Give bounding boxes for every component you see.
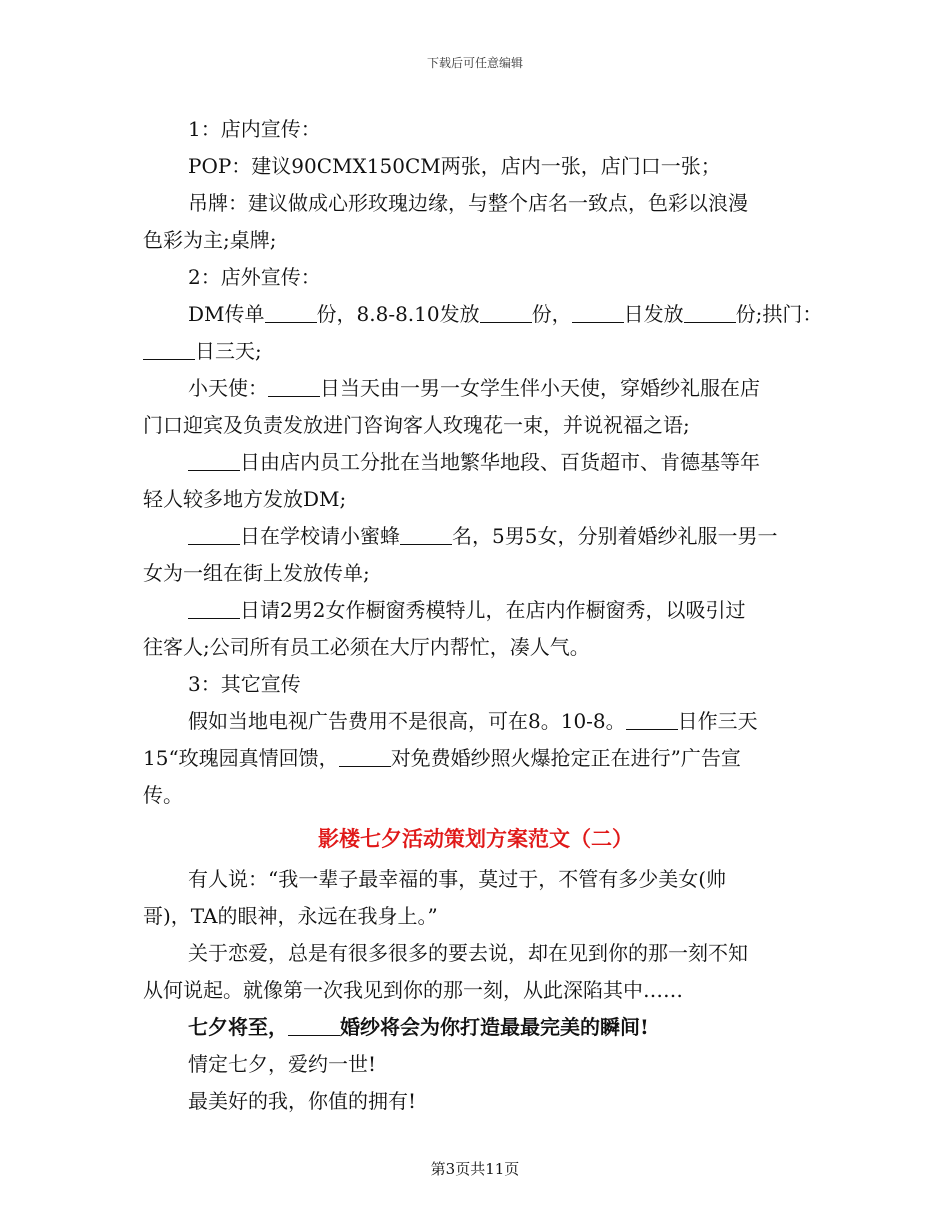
text-segment: 传。	[143, 783, 183, 807]
paragraph-line	[143, 666, 808, 703]
text-segment: 日发放	[623, 302, 684, 326]
text-segment: POP：建议90CMX150CM两张，店内一张，店门口一张；	[188, 154, 721, 178]
text-segment: 对免费婚纱照火爆抢定正在进行”广告宣	[390, 746, 741, 770]
text-segment: 名，5男5女，分别着婚纱礼服一男一	[452, 524, 778, 548]
text-segment: 小天使：	[188, 376, 268, 400]
paragraph-line	[143, 296, 823, 333]
text-segment: 七夕将至，	[188, 1015, 288, 1039]
paragraph-line	[143, 518, 808, 555]
text-segment: 份，	[531, 302, 572, 326]
text-segment: 3：其它宣传	[188, 672, 301, 696]
text-segment: 日在学校请小蜜蜂	[240, 524, 400, 548]
text-segment: 吊牌：建议做成心形玫瑰边缘，与整个店名一致点，色彩以浪漫	[188, 191, 748, 215]
paragraph-line	[143, 370, 808, 407]
text-segment: 假如当地电视广告费用不是很高，可在8。10-8。	[188, 709, 626, 733]
paragraph-line	[143, 740, 808, 777]
fill-in-blank	[188, 524, 240, 545]
paragraph-line	[143, 777, 808, 814]
text-segment: 份;拱门：	[735, 302, 823, 326]
paragraph-line	[143, 185, 808, 222]
text-segment: 日三天;	[195, 339, 262, 363]
section-title	[143, 819, 808, 859]
paragraph-line	[143, 333, 808, 370]
paragraph-line	[143, 148, 808, 185]
text-segment: 色彩为主;桌牌;	[143, 228, 277, 252]
document-body	[143, 111, 823, 1120]
paragraph-line	[143, 972, 808, 1009]
fill-in-blank	[626, 709, 678, 730]
page-header: 下载后可任意编辑	[426, 56, 523, 70]
fill-in-blank	[480, 302, 532, 323]
paragraph-line	[143, 111, 808, 148]
paragraph-line	[143, 555, 808, 592]
text-segment: 哥)，TA的眼神，永远在我身上。”	[143, 904, 438, 928]
text-segment: 15“玫瑰园真情回馈，	[143, 746, 339, 770]
paragraph-line	[143, 259, 808, 296]
fill-in-blank	[400, 524, 452, 545]
fill-in-blank	[188, 450, 240, 471]
text-segment: 情定七夕，爱约一世!	[188, 1052, 377, 1076]
text-segment: 最美好的我，你值的拥有!	[188, 1089, 417, 1113]
text-segment: 日作三天	[677, 709, 758, 733]
paragraph-line	[143, 703, 808, 740]
text-segment: 日请2男2女作橱窗秀模特儿，在店内作橱窗秀，以吸引过	[240, 598, 746, 622]
fill-in-blank	[288, 1015, 340, 1036]
paragraph-line	[143, 1083, 808, 1120]
text-segment: 往客人;公司所有员工必须在大厅内帮忙，凑人气。	[143, 635, 590, 659]
text-segment: 2：店外宣传：	[188, 265, 321, 289]
text-segment: 日由店内员工分批在当地繁华地段、百货超市、肯德基等年	[240, 450, 760, 474]
text-segment: 女为一组在街上发放传单;	[143, 561, 370, 585]
paragraph-line	[143, 1009, 808, 1046]
text-segment: 影楼七夕活动策划方案范文（二）	[318, 826, 633, 851]
text-segment: 有人说：“我一辈子最幸福的事，莫过于，不管有多少美女(帅	[188, 867, 727, 891]
paragraph-line	[143, 592, 808, 629]
fill-in-blank	[143, 339, 195, 360]
paragraph-line	[143, 481, 808, 518]
text-segment: 日当天由一男一女学生伴小天使，穿婚纱礼服在店	[320, 376, 760, 400]
paragraph-line	[143, 407, 808, 444]
fill-in-blank	[572, 302, 624, 323]
paragraph-line	[143, 935, 808, 972]
paragraph-line	[143, 1046, 808, 1083]
text-segment: 门口迎宾及负责发放进门咨询客人玫瑰花一束，并说祝福之语;	[143, 413, 690, 437]
page-footer: 第3页共11页	[430, 1160, 520, 1178]
text-segment: DM传单	[188, 302, 265, 326]
fill-in-blank	[268, 376, 320, 397]
paragraph-line	[143, 861, 808, 898]
paragraph-line	[143, 629, 808, 666]
fill-in-blank	[339, 746, 391, 767]
fill-in-blank	[684, 302, 736, 323]
paragraph-line	[143, 222, 808, 259]
fill-in-blank	[188, 598, 240, 619]
text-segment: 从何说起。就像第一次我见到你的那一刻，从此深陷其中……	[143, 978, 683, 1002]
text-segment: 1：店内宣传：	[188, 117, 321, 141]
text-segment: 份，8.8-8.10发放	[316, 302, 480, 326]
paragraph-line	[143, 444, 808, 481]
text-segment: 关于恋爱，总是有很多很多的要去说，却在见到你的那一刻不知	[188, 941, 748, 965]
fill-in-blank	[265, 302, 317, 323]
text-segment: 婚纱将会为你打造最最完美的瞬间!	[340, 1015, 649, 1039]
text-segment: 轻人较多地方发放DM;	[143, 487, 347, 511]
paragraph-line	[143, 898, 808, 935]
